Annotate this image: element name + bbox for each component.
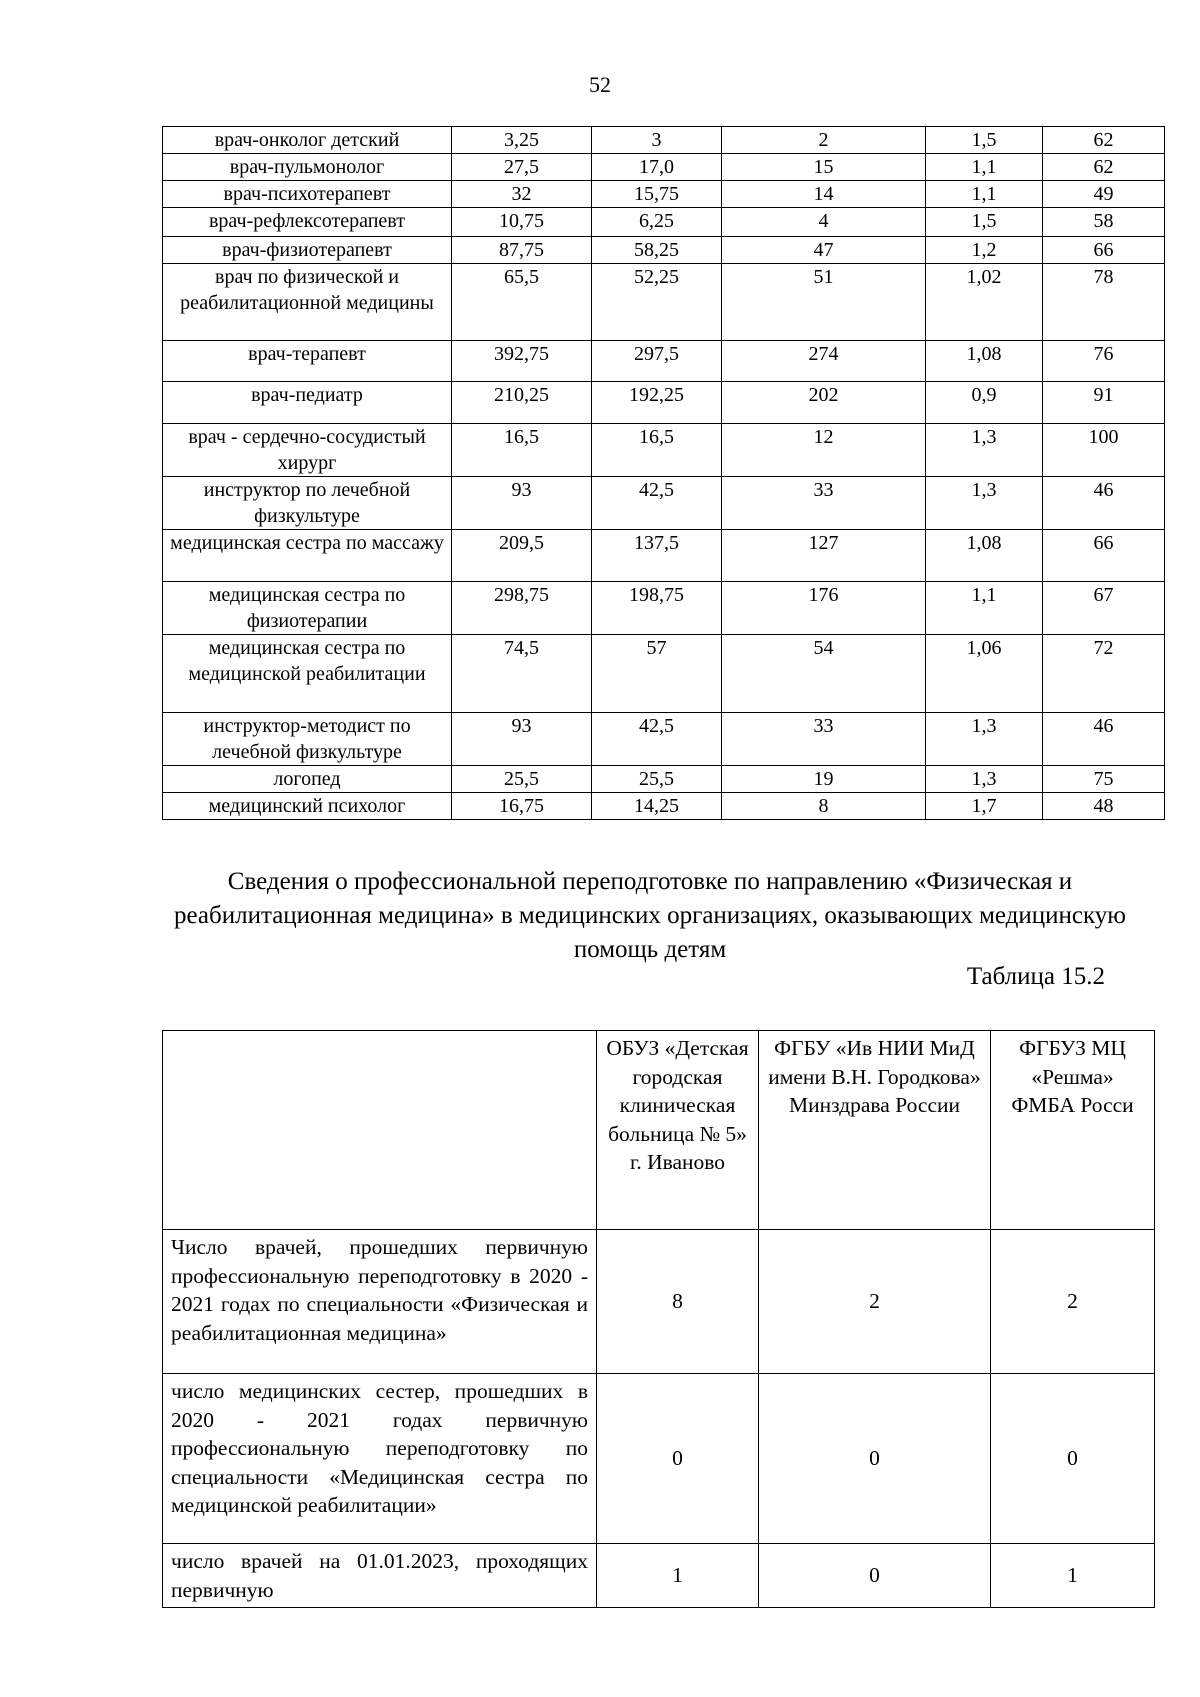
header-org-dgkb5: ОБУЗ «Детская городская клиническая больница № 5» г. Иваново	[597, 1031, 759, 1230]
table-cell: 3,25	[452, 127, 592, 154]
table-cell: 47	[722, 237, 926, 264]
table-row	[163, 264, 1165, 341]
position-name: врач-терапевт	[163, 341, 452, 382]
table-cell: 192,25	[592, 382, 722, 424]
table-cell: 1,08	[926, 530, 1043, 582]
position-name: медицинский психолог	[163, 793, 452, 820]
table-cell: 1,3	[926, 477, 1043, 530]
table-cell: 58,25	[592, 237, 722, 264]
table-cell: 48	[1043, 793, 1165, 820]
table-row	[163, 1544, 1155, 1608]
row-label: число врачей на 01.01.2023, проходящих первичную	[163, 1544, 597, 1608]
table-row	[163, 208, 1165, 237]
section-title: Сведения о профессиональной переподготовке по направлению «Физическая и реабилитационная медицина» в медицинских организациях, оказывающих медицинскую помощь детям	[174, 868, 1126, 963]
table-cell: 1,02	[926, 264, 1043, 341]
table-cell: 1,3	[926, 424, 1043, 477]
retraining-table	[162, 1030, 1155, 1608]
table-cell: 42,5	[592, 477, 722, 530]
table-cell: 0	[759, 1544, 991, 1608]
position-name: врач-онколог детский	[163, 127, 452, 154]
position-name: врач-психотерапевт	[163, 181, 452, 208]
table-cell: 100	[1043, 424, 1165, 477]
table-row	[163, 766, 1165, 793]
table-cell: 16,5	[592, 424, 722, 477]
table-cell: 127	[722, 530, 926, 582]
table-cell: 93	[452, 477, 592, 530]
table-row	[163, 127, 1165, 154]
table-cell: 25,5	[592, 766, 722, 793]
position-name: инструктор по лечебной физкультуре	[163, 477, 452, 530]
table-cell: 210,25	[452, 382, 592, 424]
table-cell: 4	[722, 208, 926, 237]
position-name: медицинская сестра по физиотерапии	[163, 582, 452, 635]
table-cell: 1	[991, 1544, 1155, 1608]
table-cell: 17,0	[592, 154, 722, 181]
table-cell: 1,5	[926, 208, 1043, 237]
table-cell: 202	[722, 382, 926, 424]
table-cell: 0	[759, 1374, 991, 1544]
table-label: Таблица 15.2	[966, 963, 1105, 990]
position-name: врач-физиотерапевт	[163, 237, 452, 264]
position-name: медицинская сестра по массажу	[163, 530, 452, 582]
table-cell: 49	[1043, 181, 1165, 208]
table-cell: 274	[722, 341, 926, 382]
table-cell: 8	[597, 1230, 759, 1374]
table-cell: 1,7	[926, 793, 1043, 820]
header-cell-empty	[163, 1031, 597, 1230]
table-cell: 1,3	[926, 766, 1043, 793]
table-cell: 2	[722, 127, 926, 154]
table-cell: 27,5	[452, 154, 592, 181]
table-cell: 66	[1043, 530, 1165, 582]
table-cell: 0	[597, 1374, 759, 1544]
table-cell: 58	[1043, 208, 1165, 237]
table-cell: 1,1	[926, 181, 1043, 208]
table-row	[163, 181, 1165, 208]
position-name: врач по физической и реабилитационной медицины	[163, 264, 452, 341]
header-org-niimid: ФГБУ «Ив НИИ МиД имени В.Н. Городкова» Минздрава России	[759, 1031, 991, 1230]
table-cell: 1,3	[926, 713, 1043, 766]
table-cell: 33	[722, 713, 926, 766]
table-row	[163, 635, 1165, 713]
table-cell: 1,5	[926, 127, 1043, 154]
table-row	[163, 237, 1165, 264]
table-cell: 14	[722, 181, 926, 208]
table-cell: 198,75	[592, 582, 722, 635]
table-cell: 78	[1043, 264, 1165, 341]
table-cell: 54	[722, 635, 926, 713]
table-cell: 8	[722, 793, 926, 820]
table-cell: 2	[991, 1230, 1155, 1374]
table-cell: 2	[759, 1230, 991, 1374]
table-cell: 32	[452, 181, 592, 208]
table-cell: 3	[592, 127, 722, 154]
table-cell: 62	[1043, 154, 1165, 181]
table-cell: 392,75	[452, 341, 592, 382]
table-cell: 67	[1043, 582, 1165, 635]
table-cell: 1	[597, 1544, 759, 1608]
table-row	[163, 713, 1165, 766]
position-name: врач-пульмонолог	[163, 154, 452, 181]
table-cell: 1,06	[926, 635, 1043, 713]
table-cell: 298,75	[452, 582, 592, 635]
position-name: логопед	[163, 766, 452, 793]
table-cell: 87,75	[452, 237, 592, 264]
table-cell: 15,75	[592, 181, 722, 208]
table-cell: 51	[722, 264, 926, 341]
header-org-reshma: ФГБУЗ МЦ «Решма» ФМБА Росси	[991, 1031, 1155, 1230]
table-cell: 297,5	[592, 341, 722, 382]
position-name: медицинская сестра по медицинской реабилитации	[163, 635, 452, 713]
table-cell: 6,25	[592, 208, 722, 237]
table-cell: 16,5	[452, 424, 592, 477]
table-cell: 72	[1043, 635, 1165, 713]
table-cell: 93	[452, 713, 592, 766]
table-cell: 15	[722, 154, 926, 181]
table-cell: 52,25	[592, 264, 722, 341]
table-cell: 91	[1043, 382, 1165, 424]
table-cell: 14,25	[592, 793, 722, 820]
table-cell: 137,5	[592, 530, 722, 582]
table-cell: 12	[722, 424, 926, 477]
position-name: врач - сердечно-сосудистый хирург	[163, 424, 452, 477]
table-cell: 33	[722, 477, 926, 530]
table-cell: 176	[722, 582, 926, 635]
table-cell: 1,1	[926, 582, 1043, 635]
row-label: Число врачей, прошедших первичную профессиональную переподготовку в 2020 - 2021 годах по специальности «Физическая и реабилитационная медицина»	[163, 1230, 597, 1374]
table-cell: 0	[991, 1374, 1155, 1544]
table-cell: 76	[1043, 341, 1165, 382]
table-row	[163, 341, 1165, 382]
table-row	[163, 477, 1165, 530]
table-cell: 1,08	[926, 341, 1043, 382]
table-cell: 74,5	[452, 635, 592, 713]
table-cell: 19	[722, 766, 926, 793]
table-row	[163, 154, 1165, 181]
table-cell: 10,75	[452, 208, 592, 237]
table-cell: 62	[1043, 127, 1165, 154]
row-label: число медицинских сестер, прошедших в 2020 - 2021 годах первичную профессиональную переподготовку по специальности «Медицинская сестра по медицинской реабилитации»	[163, 1374, 597, 1544]
table-header-row	[163, 1031, 1155, 1230]
position-name: врач-педиатр	[163, 382, 452, 424]
position-name: врач-рефлексотерапевт	[163, 208, 452, 237]
table-cell: 75	[1043, 766, 1165, 793]
table-cell: 209,5	[452, 530, 592, 582]
page-number: 52	[589, 72, 611, 97]
staffing-table	[162, 126, 1165, 820]
table-cell: 0,9	[926, 382, 1043, 424]
table-cell: 65,5	[452, 264, 592, 341]
table-cell: 1,2	[926, 237, 1043, 264]
table-row	[163, 1230, 1155, 1374]
table-cell: 25,5	[452, 766, 592, 793]
position-name: инструктор-методист по лечебной физкультуре	[163, 713, 452, 766]
table-cell: 66	[1043, 237, 1165, 264]
table-cell: 46	[1043, 477, 1165, 530]
table-row	[163, 530, 1165, 582]
table-cell: 42,5	[592, 713, 722, 766]
table-cell: 16,75	[452, 793, 592, 820]
table-row	[163, 582, 1165, 635]
table-row	[163, 1374, 1155, 1544]
table-row	[163, 793, 1165, 820]
table-cell: 1,1	[926, 154, 1043, 181]
table-row	[163, 382, 1165, 424]
table-cell: 57	[592, 635, 722, 713]
table-cell: 46	[1043, 713, 1165, 766]
table-row	[163, 424, 1165, 477]
